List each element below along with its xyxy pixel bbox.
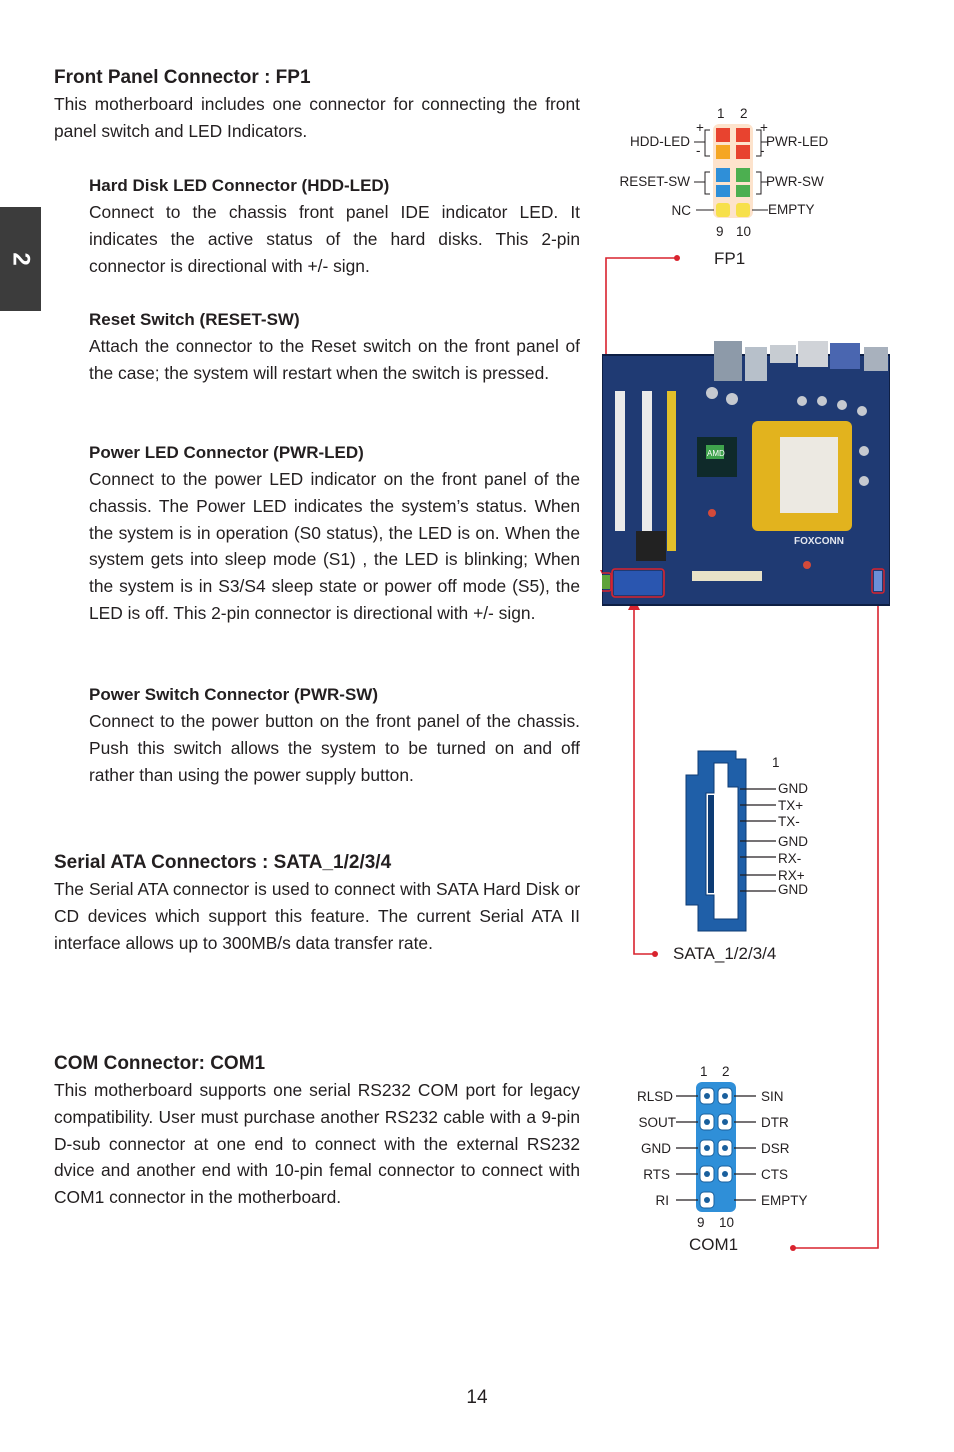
board-brand: FOXCONN (794, 536, 844, 547)
sata-diagram (684, 745, 824, 940)
fp1-diagram (610, 100, 850, 270)
fp1-header-body (713, 124, 753, 218)
sata-pin-label-5: RX- (778, 851, 802, 866)
fp1-pwr-led-label: PWR-LED (766, 134, 829, 149)
com-pin-9: 9 (697, 1215, 705, 1230)
com-pin-10: 10 (719, 1215, 735, 1230)
fp1-reset-sw-label: RESET-SW (619, 174, 690, 189)
com-left-4: RTS (643, 1167, 670, 1182)
fp1-pin-1: 1 (717, 106, 725, 121)
sata-title: Serial ATA Connectors : SATA_1/2/3/4 (54, 852, 392, 873)
chapter-number: 2 (7, 252, 35, 266)
com-left-3: GND (641, 1141, 671, 1156)
com-pin-2: 2 (722, 1064, 730, 1079)
sata-pin-label-6: RX+ (778, 868, 805, 883)
chipset-badge: AMD (707, 449, 725, 458)
com-right-1: SIN (761, 1089, 784, 1104)
sata-pin-label-4: GND (778, 834, 808, 849)
pwr-sw-body: Connect to the power button on the front panel of the chassis. Push this switch allows the system to be turned on and off rather than using the power supply button. (89, 711, 580, 785)
com-right-4: CTS (761, 1167, 788, 1182)
fp1-pin-2: 2 (740, 106, 748, 121)
fp1-hdd-led-label: HDD-LED (629, 134, 690, 149)
fp1-pin-10: 10 (736, 224, 752, 239)
fp1-name: FP1 (714, 249, 746, 268)
reset-sw-body: Attach the connector to the Reset switch on the front panel of the case; the system will restart when the switch is pressed. (89, 336, 580, 383)
com-right-3: DSR (761, 1141, 790, 1156)
reset-sw-heading: Reset Switch (RESET-SW) (89, 310, 300, 329)
fp1-pwr-sw-label: PWR-SW (766, 174, 824, 189)
hdd-led-heading: Hard Disk LED Connector (HDD-LED) (89, 176, 390, 195)
fp1-pwr-plus: + (760, 120, 768, 135)
com-left-1: RLSD (636, 1089, 673, 1104)
pwr-sw-heading: Power Switch Connector (PWR-SW) (89, 685, 378, 704)
sata-pin-1: 1 (772, 755, 780, 770)
fp1-intro: This motherboard includes one connector for connecting the front panel switch and LED Indicators. (54, 94, 580, 141)
com-diagram (620, 1062, 830, 1262)
fp1-title: Front Panel Connector : FP1 (54, 67, 311, 88)
hdd-led-body: Connect to the chassis front panel IDE indicator LED. It indicates the active status of the hard disks. This 2-pin connector is directional with +/- sign. (89, 202, 580, 276)
com-pin-1: 1 (700, 1064, 708, 1079)
com-name: COM1 (689, 1235, 739, 1254)
com-body: This motherboard supports one serial RS232 COM port for legacy compatibility. User must purchase another RS232 cable with a 9-pin D-sub connector at one end to connect with the external RS232 dvice and another end with 10-pin femal connector to connect with COM1 connector in the motherboard. (54, 1080, 580, 1208)
fp1-hdd-minus: - (696, 143, 701, 158)
fp1-pwr-minus: - (760, 143, 765, 158)
page-number: 14 (466, 1387, 488, 1408)
com-right-2: DTR (761, 1115, 789, 1130)
sata-name: SATA_1/2/3/4 (673, 944, 777, 963)
sata-pin-label-2: TX+ (778, 798, 804, 813)
fp1-pin-9: 9 (716, 224, 724, 239)
com-left-5: RI (655, 1193, 669, 1208)
com-right-5: EMPTY (761, 1193, 808, 1208)
sata-pin-label-7: GND (778, 882, 808, 897)
pwr-led-body: Connect to the power LED indicator on the front panel of the chassis. The Power LED indicates the system’s status. When the system is in operation (S0 status), the LED is on. When the system gets into sleep mode (S1) , the LED is blinking; When the system is in S3/S4 sleep state or power off mode (S5), the LED is off. This 2-pin connector is directional with +/- sign. (89, 469, 580, 623)
sata-pin-label-1: GND (778, 781, 808, 796)
com-title: COM Connector: COM1 (54, 1053, 266, 1074)
motherboard-image (602, 341, 890, 606)
pwr-led-heading: Power LED Connector (PWR-LED) (89, 443, 364, 462)
fp1-nc-label: NC (671, 203, 691, 218)
sata-pin-label-3: TX- (778, 814, 800, 829)
sata-body: The Serial ATA connector is used to connect with SATA Hard Disk or CD devices which support this feature. The current Serial ATA II interface allows up to 300MB/s data transfer rate. (54, 879, 580, 953)
com-left-2: SOUT (638, 1115, 676, 1130)
fp1-empty-label: EMPTY (768, 202, 815, 217)
fp1-hdd-plus: + (696, 120, 704, 135)
